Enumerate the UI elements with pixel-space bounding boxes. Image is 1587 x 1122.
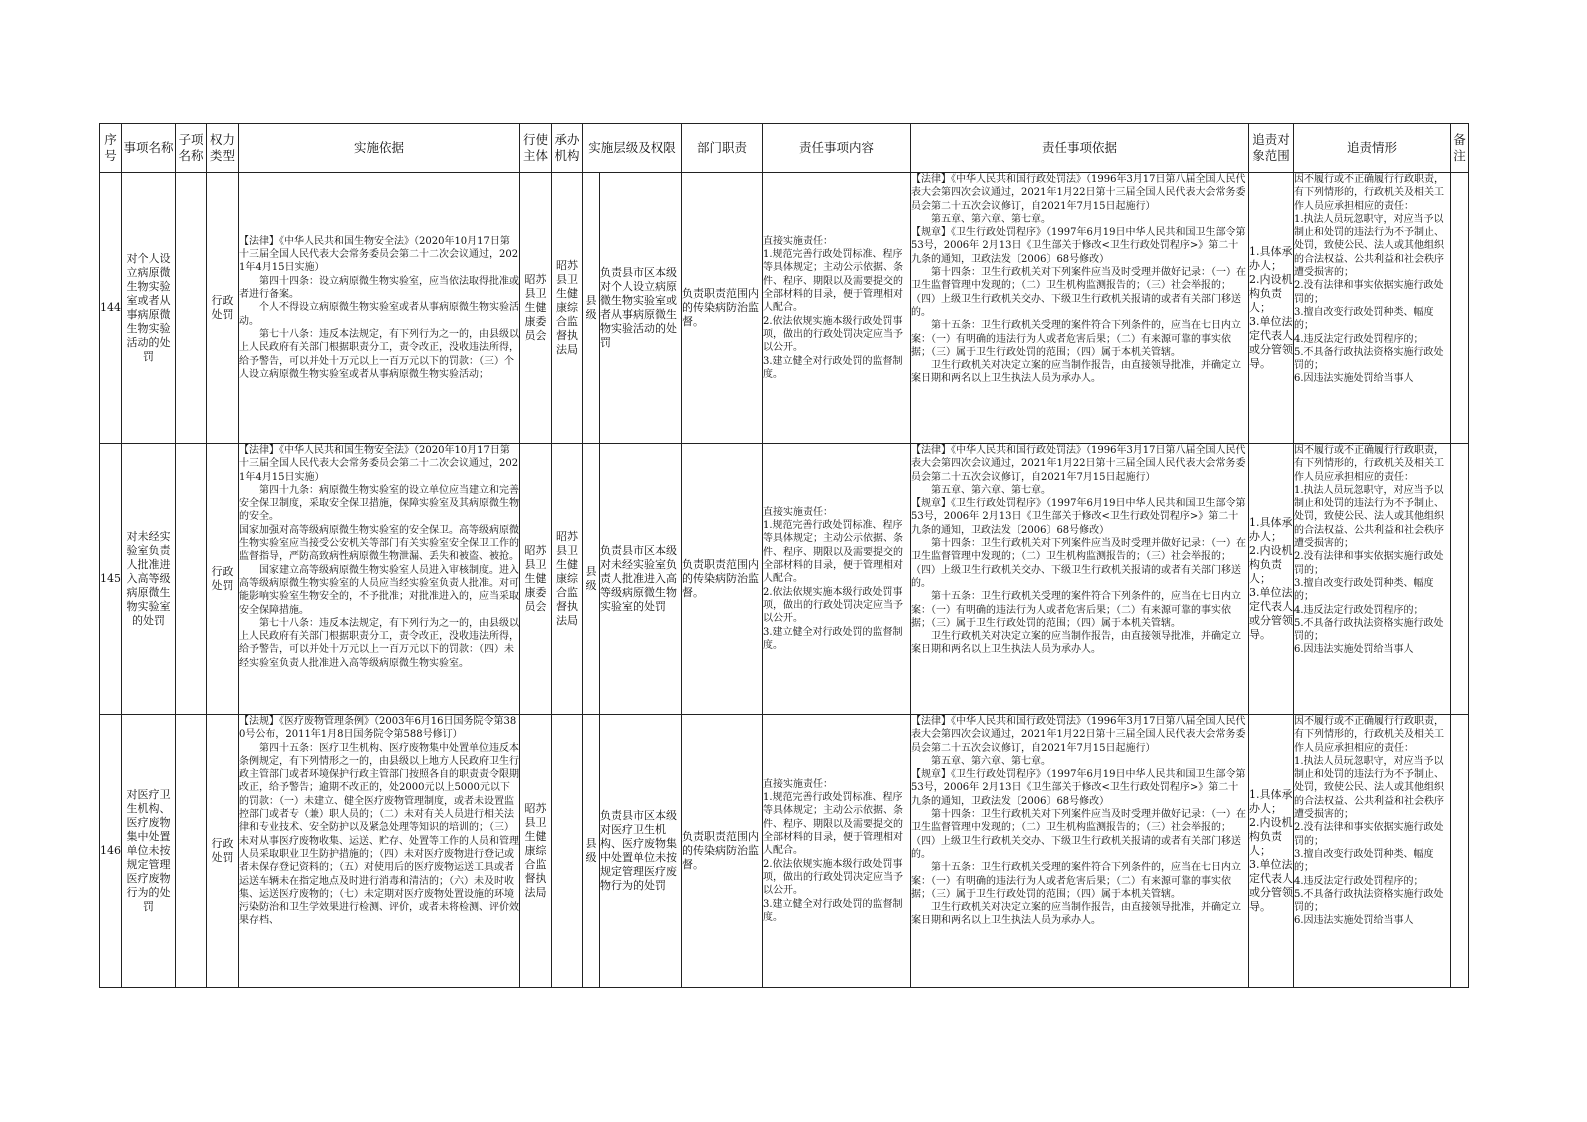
header-note: 备注 xyxy=(1451,124,1469,173)
respbasis-para: 卫生行政机关对决定立案的应当制作报告，由直接领导批准，并确定立案日期和两名以上卫生执法人员为承办人。 xyxy=(911,360,1241,385)
header-seq: 序号 xyxy=(100,124,122,173)
row-sub xyxy=(176,173,207,444)
basis-para: 第七十八条：违反本法规定，有下列行为之一的，由县级以上人民政府有关部门根据职责分工，责令改正，没收违法所得，给予警告，可以并处十万元以上一百万元以下的罚款：（三）个人设立病原微生物实验室或者从事病原微生物实验活动； xyxy=(239,328,519,380)
row-subject: 昭苏县卫生健康委员会 xyxy=(520,173,552,444)
row-name: 对个人设立病原微生物实验室或者从事病原微生物实验活动的处罚 xyxy=(122,173,176,444)
row-scope xyxy=(1249,173,1294,444)
row-situation xyxy=(1294,715,1451,988)
respbasis-para: 【法律】《中华人民共和国行政处罚法》（1996年3月17日第八届全国人民代表大会第四次会议通过，2021年1月22日第十三届全国人民代表大会常务委员会第二十五次会议修订，自2021年7月15日起施行） xyxy=(911,716,1246,754)
respbasis-para: 【规章】《卫生行政处罚程序》（1997年6月19日中华人民共和国卫生部令第53号，2006年 2月13日《卫生部关于修改<卫生行政处罚程序>》第二十九条的通知，卫政法发〔2006〕68号修改） xyxy=(911,769,1246,807)
row-basis xyxy=(239,173,520,444)
basis-para: 国家加强对高等级病原微生物实验室的安全保卫。高等级病原微生物实验室应当接受公安机关等部门有关实验室安全保卫工作的监督指导，严防高致病性病原微生物泄漏、丢失和被盗、被抢。 xyxy=(239,524,519,563)
row-level-a: 县级 xyxy=(583,444,600,715)
row-subject: 昭苏县卫生健康综合监督执法局 xyxy=(520,715,552,988)
table-row xyxy=(100,444,1469,715)
row-ptype: 行政处罚 xyxy=(207,715,239,988)
header-scope: 追责对象范围 xyxy=(1249,124,1294,173)
header-duty: 部门职责 xyxy=(682,124,763,173)
respbasis-para: 卫生行政机关对决定立案的应当制作报告，由直接领导批准，并确定立案日期和两名以上卫生执法人员为承办人。 xyxy=(911,902,1241,927)
table-row xyxy=(100,173,1469,444)
row-name: 对未经实验室负责人批准进入高等级病原微生物实验室的处罚 xyxy=(122,444,176,715)
row-level-b: 负责县市区本级对未经实验室负责人批准进入高等级病原微生物实验室的处罚 xyxy=(600,444,682,715)
row-level-a: 县级 xyxy=(583,173,600,444)
row-org xyxy=(552,715,583,988)
resp-text: 直接实施责任： 1.规范完善行政处罚标准、程序等具体规定；主动公示依据、条件、程序、期限以及需要提交的全部材料的目录，便于管理相对人配合。 2.依法依规实施本级行政处罚事项，做出的行政处罚决定应当予以公开。 3.建立健全对行政处罚的监督制度。 xyxy=(763,506,903,651)
header-ptype: 权力类型 xyxy=(207,124,239,173)
basis-para: 第七十八条：违反本法规定，有下列行为之一的，由县级以上人民政府有关部门根据职责分工，责令改正，没收违法所得，给予警告，可以并处十万元以上一百万元以下的罚款：（四）未经实验室负责人批准进入高等级病原微生物实验室。 xyxy=(239,617,519,669)
scope-text: 1.具体承办人； 2.内设机构负责人； 3.单位法定代表人或分管领导。 xyxy=(1249,788,1293,913)
basis-para: 第四十九条：病原微生物实验室的设立单位应当建立和完善安全保卫制度，采取安全保卫措施，保障实验室及其病原微生物的安全。 xyxy=(239,484,519,523)
row-sub xyxy=(176,444,207,715)
respbasis-para: 第五章、第六章、第七章。 xyxy=(931,484,1051,496)
respbasis-para: 第十五条：卫生行政机关受理的案件符合下列条件的，应当在七日内立案：（一）有明确的违法行为人或者危害后果；（二）有来源可靠的事实依据；（三）属于卫生行政处罚的范围；（四）属于本机关管辖。 xyxy=(911,320,1241,358)
situation-text: 因不履行或不正确履行行政职责，有下列情形的，行政机关及相关工作人员应承担相应的责任： 1.执法人员玩忽职守，对应当予以制止和处罚的违法行为不予制止、处罚，致使公民、法人或其他组织的合法权益、公共利益和社会秩序遭受损害的； 2.没有法律和事实依据实施行政处罚的； 3.擅自改变行政处罚种类、幅度的； 4.违反法定行政处罚程序的； 5.不具备行政执法资格实施行政处罚的； 6.因违法实施处罚给当事人 xyxy=(1294,445,1444,656)
scope-text: 1.具体承办人； 2.内设机构负责人； 3.单位法定代表人或分管领导。 xyxy=(1249,516,1293,641)
row-sub xyxy=(176,715,207,988)
respbasis-para: 第五章、第六章、第七章。 xyxy=(931,755,1051,767)
row-situation xyxy=(1294,173,1451,444)
row-note xyxy=(1451,444,1469,715)
basis-para: 第四十五条：医疗卫生机构、医疗废物集中处置单位违反本条例规定，有下列情形之一的，由县级以上地方人民政府卫生行政主管部门或者环境保护行政主管部门按照各自的职责责令限期改正，给予警告；逾期不改正的，处2000元以上5000元以下的罚款：（一）未建立、健全医疗废物管理制度，或者未设置监控部门或者专（兼）职人员的；（二）未对有关人员进行相关法律和专业技术、安全防护以及紧急处理等知识的培训的；（三）未对从事医疗废物收集、运送、贮存、处置等工作的人员和管理人员采取职业卫生防护措施的；（四）未对医疗废物进行登记或者未保存登记资料的；（五）对使用后的医疗废物运送工具或者运送车辆未在指定地点及时进行消毒和清洁的；（六）未及时收集、运送医疗废物的；（七）未定期对医疗废物处置设施的环境污染防治和卫生学效果进行检测、评价，或者未将检测、评价效果存档、 xyxy=(239,742,519,927)
row-resp xyxy=(763,173,911,444)
respbasis-para: 【法律】《中华人民共和国行政处罚法》（1996年3月17日第八届全国人民代表大会第四次会议通过，2021年1月22日第十三届全国人民代表大会常务委员会第二十五次会议修订，自2021年7月15日起施行） xyxy=(911,445,1246,483)
basis-para: 个人不得设立病原微生物实验室或者从事病原微生物实验活动。 xyxy=(239,302,519,327)
header-level: 实施层级及权限 xyxy=(583,124,682,173)
row-level-a: 县级 xyxy=(583,715,600,988)
respbasis-para: 第五章、第六章、第七章。 xyxy=(931,213,1051,225)
row-ptype: 行政处罚 xyxy=(207,444,239,715)
row-seq: 144 xyxy=(100,173,122,444)
row-level-b: 负责县市区本级对医疗卫生机构、医疗废物集中处置单位未按规定管理医疗废物行为的处罚 xyxy=(600,715,682,988)
respbasis-para: 【规章】《卫生行政处罚程序》（1997年6月19日中华人民共和国卫生部令第53号，2006年 2月13日《卫生部关于修改<卫生行政处罚程序>》第二十九条的通知，卫政法发〔2006〕68号修改） xyxy=(911,498,1246,536)
situation-text: 因不履行或不正确履行行政职责，有下列情形的，行政机关及相关工作人员应承担相应的责任： 1.执法人员玩忽职守，对应当予以制止和处罚的违法行为不予制止、处罚，致使公民、法人或其他组织的合法权益、公共利益和社会秩序遭受损害的； 2.没有法律和事实依据实施行政处罚的； 3.擅自改变行政处罚种类、幅度的； 4.违反法定行政处罚程序的； 5.不具备行政执法资格实施行政处罚的； 6.因违法实施处罚给当事人 xyxy=(1294,716,1444,927)
resp-text: 直接实施责任： 1.规范完善行政处罚标准、程序等具体规定；主动公示依据、条件、程序、期限以及需要提交的全部材料的目录，便于管理相对人配合。 2.依法依规实施本级行政处罚事项，做出的行政处罚决定应当予以公开。 3.建立健全对行政处罚的监督制度。 xyxy=(763,778,903,923)
row-org: 昭苏县卫生健康综合监督执法局 xyxy=(552,444,583,715)
respbasis-para: 【法律】《中华人民共和国行政处罚法》（1996年3月17日第八届全国人民代表大会第四次会议通过，2021年1月22日第十三届全国人民代表大会常务委员会第二十五次会议修订，自2021年7月15日起施行） xyxy=(911,174,1246,212)
header-subject: 行使主体 xyxy=(520,124,552,173)
respbasis-para: 第十四条：卫生行政机关对下列案件应当及时受理并做好记录：（一）在卫生监督管理中发现的；（二）卫生机构监测报告的；（三）社会举报的；（四）上级卫生行政机关交办、下级卫生行政机关报请的或者有关部门移送的。 xyxy=(911,267,1246,318)
scope-text: 1.具体承办人； 2.内设机构负责人； 3.单位法定代表人或分管领导。 xyxy=(1249,245,1293,370)
header-resp: 责任事项内容 xyxy=(763,124,911,173)
row-respbasis xyxy=(911,444,1249,715)
table-header-row xyxy=(100,124,1469,173)
row-duty: 负责职责范围内的传染病防治监督。 xyxy=(682,444,763,715)
row-scope xyxy=(1249,444,1294,715)
header-name: 事项名称 xyxy=(122,124,176,173)
row-note xyxy=(1451,715,1469,988)
row-duty: 负责职责范围内的传染病防治监督。 xyxy=(682,173,763,444)
row-seq: 146 xyxy=(100,715,122,988)
row-respbasis xyxy=(911,173,1249,444)
header-sub: 子项名称 xyxy=(176,124,207,173)
table-row xyxy=(100,715,1469,988)
row-level-b: 负责县市区本级对个人设立病原微生物实验室或者从事病原微生物实验活动的处罚 xyxy=(600,173,682,444)
row-seq: 145 xyxy=(100,444,122,715)
header-basis: 实施依据 xyxy=(239,124,520,173)
row-org: 昭苏县卫生健康综合监督执法局 xyxy=(552,173,583,444)
header-respbasis: 责任事项依据 xyxy=(911,124,1249,173)
basis-para: 【法律】《中华人民共和国生物安全法》（2020年10月17日第十三届全国人民代表大会常务委员会第二十二次会议通过，2021年4月15日实施） xyxy=(239,235,519,274)
respbasis-para: 【规章】《卫生行政处罚程序》（1997年6月19日中华人民共和国卫生部令第53号，2006年 2月13日《卫生部关于修改<卫生行政处罚程序>》第二十九条的通知，卫政法发〔2006〕68号修改） xyxy=(911,227,1246,265)
row-respbasis xyxy=(911,715,1249,988)
basis-para: 国家建立高等级病原微生物实验室人员进入审核制度。进入高等级病原微生物实验室的人员应当经实验室负责人批准。对可能影响实验室生物安全的，不予批准；对批准进入的，应当采取安全保障措施。 xyxy=(239,564,519,616)
respbasis-para: 卫生行政机关对决定立案的应当制作报告，由直接领导批准，并确定立案日期和两名以上卫生执法人员为承办人。 xyxy=(911,631,1241,656)
respbasis-para: 第十五条：卫生行政机关受理的案件符合下列条件的，应当在七日内立案：（一）有明确的违法行为人或者危害后果；（二）有来源可靠的事实依据；（三）属于卫生行政处罚的范围；（四）属于本机关管辖。 xyxy=(911,862,1241,900)
row-subject: 昭苏县卫生健康委员会 xyxy=(520,444,552,715)
row-ptype: 行政处罚 xyxy=(207,173,239,444)
row-basis xyxy=(239,444,520,715)
row-name: 对医疗卫生机构、医疗废物集中处置单位未按规定管理医疗废物行为的处罚 xyxy=(122,715,176,988)
respbasis-para: 第十五条：卫生行政机关受理的案件符合下列条件的，应当在七日内立案：（一）有明确的违法行为人或者危害后果；（二）有来源可靠的事实依据；（三）属于卫生行政处罚的范围；（四）属于本机关管辖。 xyxy=(911,591,1241,629)
header-situation: 追责情形 xyxy=(1294,124,1451,173)
respbasis-para: 第十四条：卫生行政机关对下列案件应当及时受理并做好记录：（一）在卫生监督管理中发现的；（二）卫生机构监测报告的；（三）社会举报的；（四）上级卫生行政机关交办、下级卫生行政机关报请的或者有关部门移送的。 xyxy=(911,538,1246,589)
basis-para: 【法规】《医疗废物管理条例》（2003年6月16日国务院令第380号公布，2011年1月8日国务院令第588号修订） xyxy=(239,716,517,741)
power-list-table xyxy=(99,123,1469,988)
row-resp xyxy=(763,715,911,988)
basis-para: 【法律】《中华人民共和国生物安全法》（2020年10月17日第十三届全国人民代表大会常务委员会第二十二次会议通过，2021年4月15日实施） xyxy=(239,445,519,483)
situation-text: 因不履行或不正确履行行政职责，有下列情形的，行政机关及相关工作人员应承担相应的责任： 1.执法人员玩忽职守，对应当予以制止和处罚的违法行为不予制止、处罚，致使公民、法人或其他组织的合法权益、公共利益和社会秩序遭受损害的； 2.没有法律和事实依据实施行政处罚的； 3.擅自改变行政处罚种类、幅度的； 4.违反法定行政处罚程序的； 5.不具备行政执法资格实施行政处罚的； 6.因违法实施处罚给当事人 xyxy=(1294,174,1444,385)
respbasis-para: 第十四条：卫生行政机关对下列案件应当及时受理并做好记录：（一）在卫生监督管理中发现的；（二）卫生机构监测报告的；（三）社会举报的；（四）上级卫生行政机关交办、下级卫生行政机关报请的或者有关部门移送的。 xyxy=(911,809,1246,860)
header-org: 承办机构 xyxy=(552,124,583,173)
basis-para: 第四十四条：设立病原微生物实验室，应当依法取得批准或者进行备案。 xyxy=(239,275,519,301)
row-resp xyxy=(763,444,911,715)
row-note xyxy=(1451,173,1469,444)
resp-text: 直接实施责任： 1.规范完善行政处罚标准、程序等具体规定；主动公示依据、条件、程序、期限以及需要提交的全部材料的目录，便于管理相对人配合。 2.依法依规实施本级行政处罚事项，做出的行政处罚决定应当予以公开。 3.建立健全对行政处罚的监督制度。 xyxy=(763,235,903,380)
row-basis xyxy=(239,715,520,988)
row-situation xyxy=(1294,444,1451,715)
row-scope xyxy=(1249,715,1294,988)
row-duty: 负责职责范围内的传染病防治监督。 xyxy=(682,715,763,988)
